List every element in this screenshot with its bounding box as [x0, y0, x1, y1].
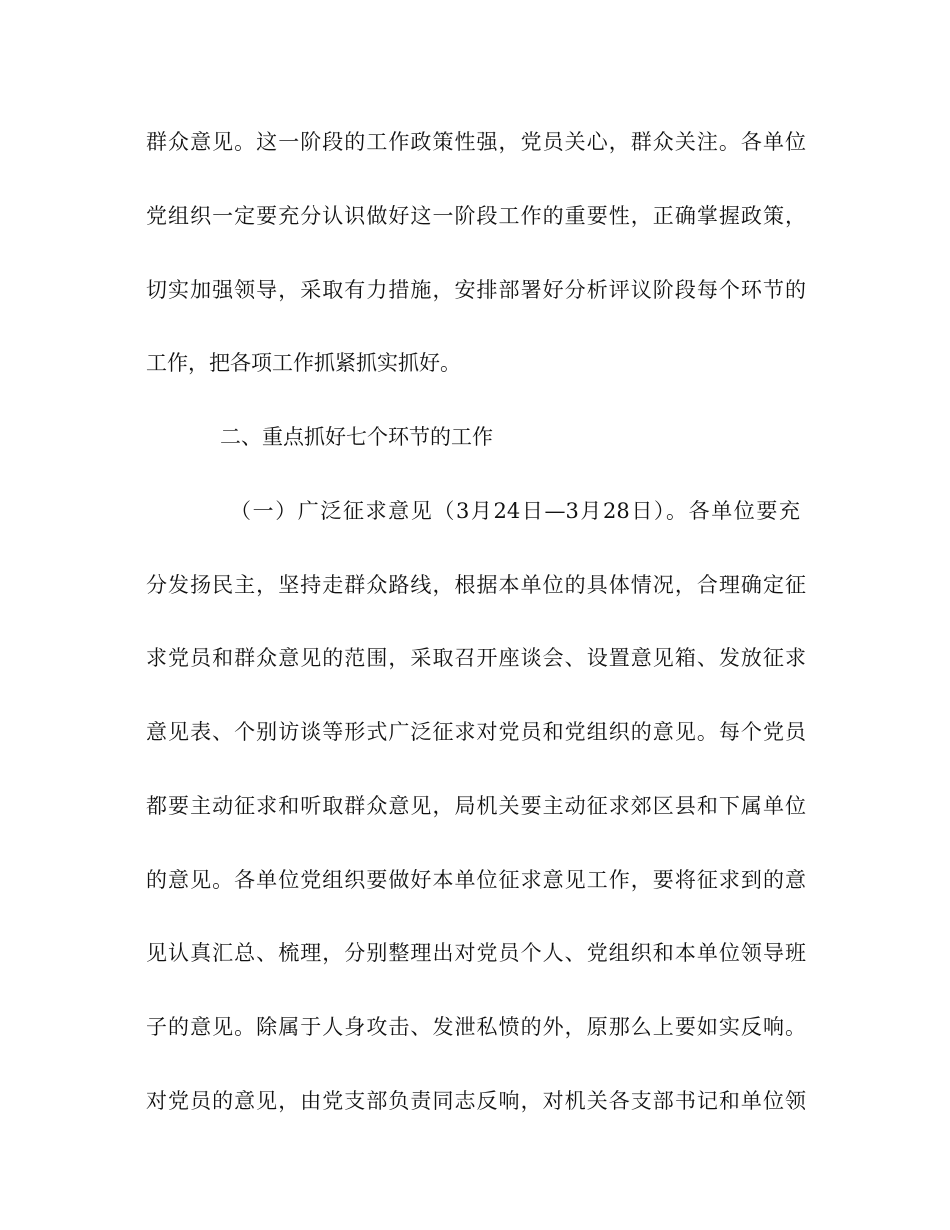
section-heading: 二、重点抓好七个环节的工作: [220, 425, 493, 449]
body-text-line: 对党员的意见，由党支部负责同志反响，对机关各支部书记和单位领: [146, 1089, 806, 1113]
body-text-line: 党组织一定要充分认识做好这一阶段工作的重要性，正确掌握政策，: [146, 204, 806, 228]
body-text-line: 求党员和群众意见的范围，采取召开座谈会、设置意见箱、发放征求: [146, 646, 806, 670]
body-text-line: 群众意见。这一阶段的工作政策性强，党员关心，群众关注。各单位: [146, 130, 806, 154]
body-text-line: 见认真汇总、梳理，分别整理出对党员个人、党组织和本单位领导班: [146, 941, 806, 965]
body-text-line: 都要主动征求和听取群众意见，局机关要主动征求郊区县和下属单位: [146, 794, 806, 818]
body-text-line: 工作，把各项工作抓紧抓实抓好。: [146, 351, 461, 375]
body-text-line: 的意见。各单位党组织要做好本单位征求意见工作，要将征求到的意: [146, 868, 806, 892]
body-text-line: 切实加强领导，采取有力措施，安排部署好分析评议阶段每个环节的: [146, 278, 806, 302]
body-text-line: 子的意见。除属于人身攻击、发泄私愤的外，原那么上要如实反响。: [146, 1015, 806, 1039]
body-text-line: 分发扬民主，坚持走群众路线，根据本单位的具体情况，合理确定征: [146, 573, 806, 597]
subsection-first-line: （一）广泛征求意见（3月24日—3月28日）。各单位要充: [230, 499, 800, 523]
body-text-line: 意见表、个别访谈等形式广泛征求对党员和党组织的意见。每个党员: [146, 720, 806, 744]
